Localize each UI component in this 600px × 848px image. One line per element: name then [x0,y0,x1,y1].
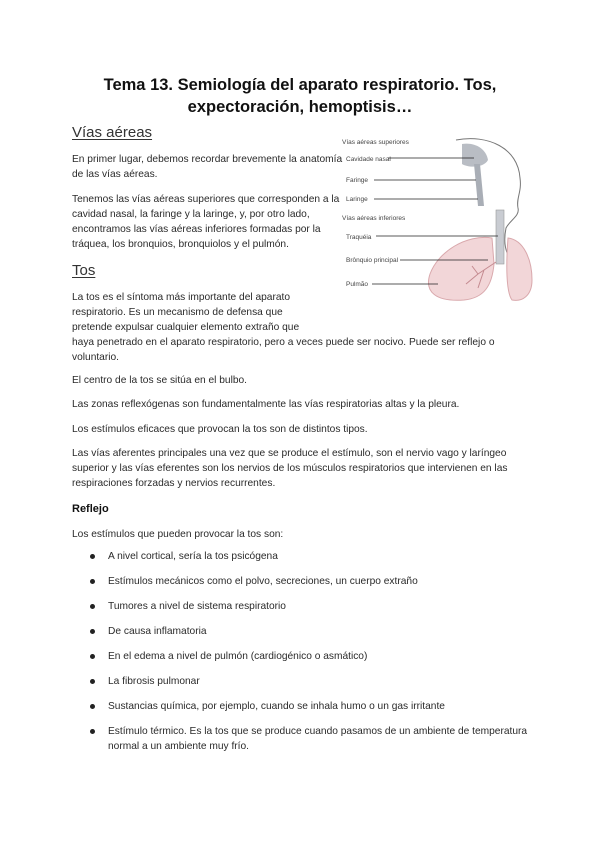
paragraph-tos-1 [72,290,532,365]
paragraph-tos-4: Los estímulos eficaces que provocan la tos son de distintos tipos. [72,424,368,435]
list-item: Tumores a nivel de sistema respiratorio [72,599,532,614]
paragraph-tos-1-line-1: La tos es el síntoma más importante del aparato [72,292,291,303]
label-faringe: Faringe [346,177,369,184]
paragraph-tos-1-line-3: pretende expulsar cualquier elemento extraño que [72,322,300,333]
label-lower-heading: Vías aéreas inferiores [342,215,406,222]
trachea-shape [496,210,504,264]
label-laringe: Laringe [346,196,368,203]
list-item: De causa inflamatoria [72,624,532,639]
bullet-icon [90,629,95,634]
nasal-cavity-shape [462,144,488,167]
paragraph-tos-1-rest: haya penetrado en el aparato respiratorio, pero a veces puede ser nocivo. Puede ser reflejo o voluntario. [72,337,495,363]
paragraph-tos-1-line-2: respiratorio. Es un mecanismo de defensa que [72,307,283,318]
list-item: A nivel cortical, sería la tos psicógena [72,549,532,564]
heading-reflejo: Reflejo [72,503,109,515]
label-traquea: Traquéia [346,234,372,241]
paragraph-tos-2: El centro de la tos se sitúa en el bulbo. [72,375,247,386]
bullet-icon [90,679,95,684]
title-line-2: expectoración, hemoptisis… [187,98,413,116]
bullet-icon [90,704,95,709]
bullet-icon [90,654,95,659]
airway-anatomy-figure [338,134,534,304]
title-line-1: Tema 13. Semiología del aparato respiratorio. Tos, [103,76,497,94]
list-item: La fibrosis pulmonar [72,674,532,689]
heading-tos: Tos [72,262,96,279]
stimuli-list [72,549,532,764]
list-item: Sustancias química, por ejemplo, cuando se inhala humo o un gas irritante [72,699,532,714]
label-nasal: Cavidade nasal [346,156,391,163]
list-item: Estímulos mecánicos como el polvo, secreciones, un cuerpo extraño [72,574,532,589]
paragraph-tos-5: Las vías aferentes principales una vez que se produce el estímulo, son el nervio vago y laríngeo superior y las vías eferentes son los nervios de los músculos respiratorios que intervienen en las respiraciones forzadas y nervios recurrentes. [72,448,508,489]
list-item: Estímulo térmico. Es la tos que se produce cuando pasamos de un ambiente de temperatura normal a un ambiente muy frío. [72,724,532,754]
bullet-icon [90,729,95,734]
paragraph-reflejo-intro: Los estímulos que pueden provocar la tos son: [72,529,284,540]
pharynx-shape [474,164,484,206]
paragraph-vias-2: Tenemos las vías aéreas superiores que corresponden a la cavidad nasal, la faringe y la laringe, y, por otro lado, encontramos las vías aéreas inferiores formadas por la tráquea, los bronquios, bronquiolos y el pulmón. [72,194,340,250]
label-upper-heading: Vías aéreas superiores [342,139,409,146]
label-bronquio: Brônquio principal [346,257,399,264]
paragraph-tos-3: Las zonas reflexógenas son fundamentalmente las vías respiratorias altas y la pleura. [72,399,460,410]
paragraph-vias-1: En primer lugar, debemos recordar brevemente la anatomía de las vías aéreas. [72,154,343,180]
bullet-icon [90,554,95,559]
bullet-icon [90,579,95,584]
list-item: En el edema a nivel de pulmón (cardiogénico o asmático) [72,649,532,664]
bullet-icon [90,604,95,609]
page-title [60,74,540,118]
label-pulmao: Pulmão [346,281,369,288]
airway-anatomy-illustration [338,134,534,304]
heading-vias-aereas: Vías aéreas [72,124,153,141]
